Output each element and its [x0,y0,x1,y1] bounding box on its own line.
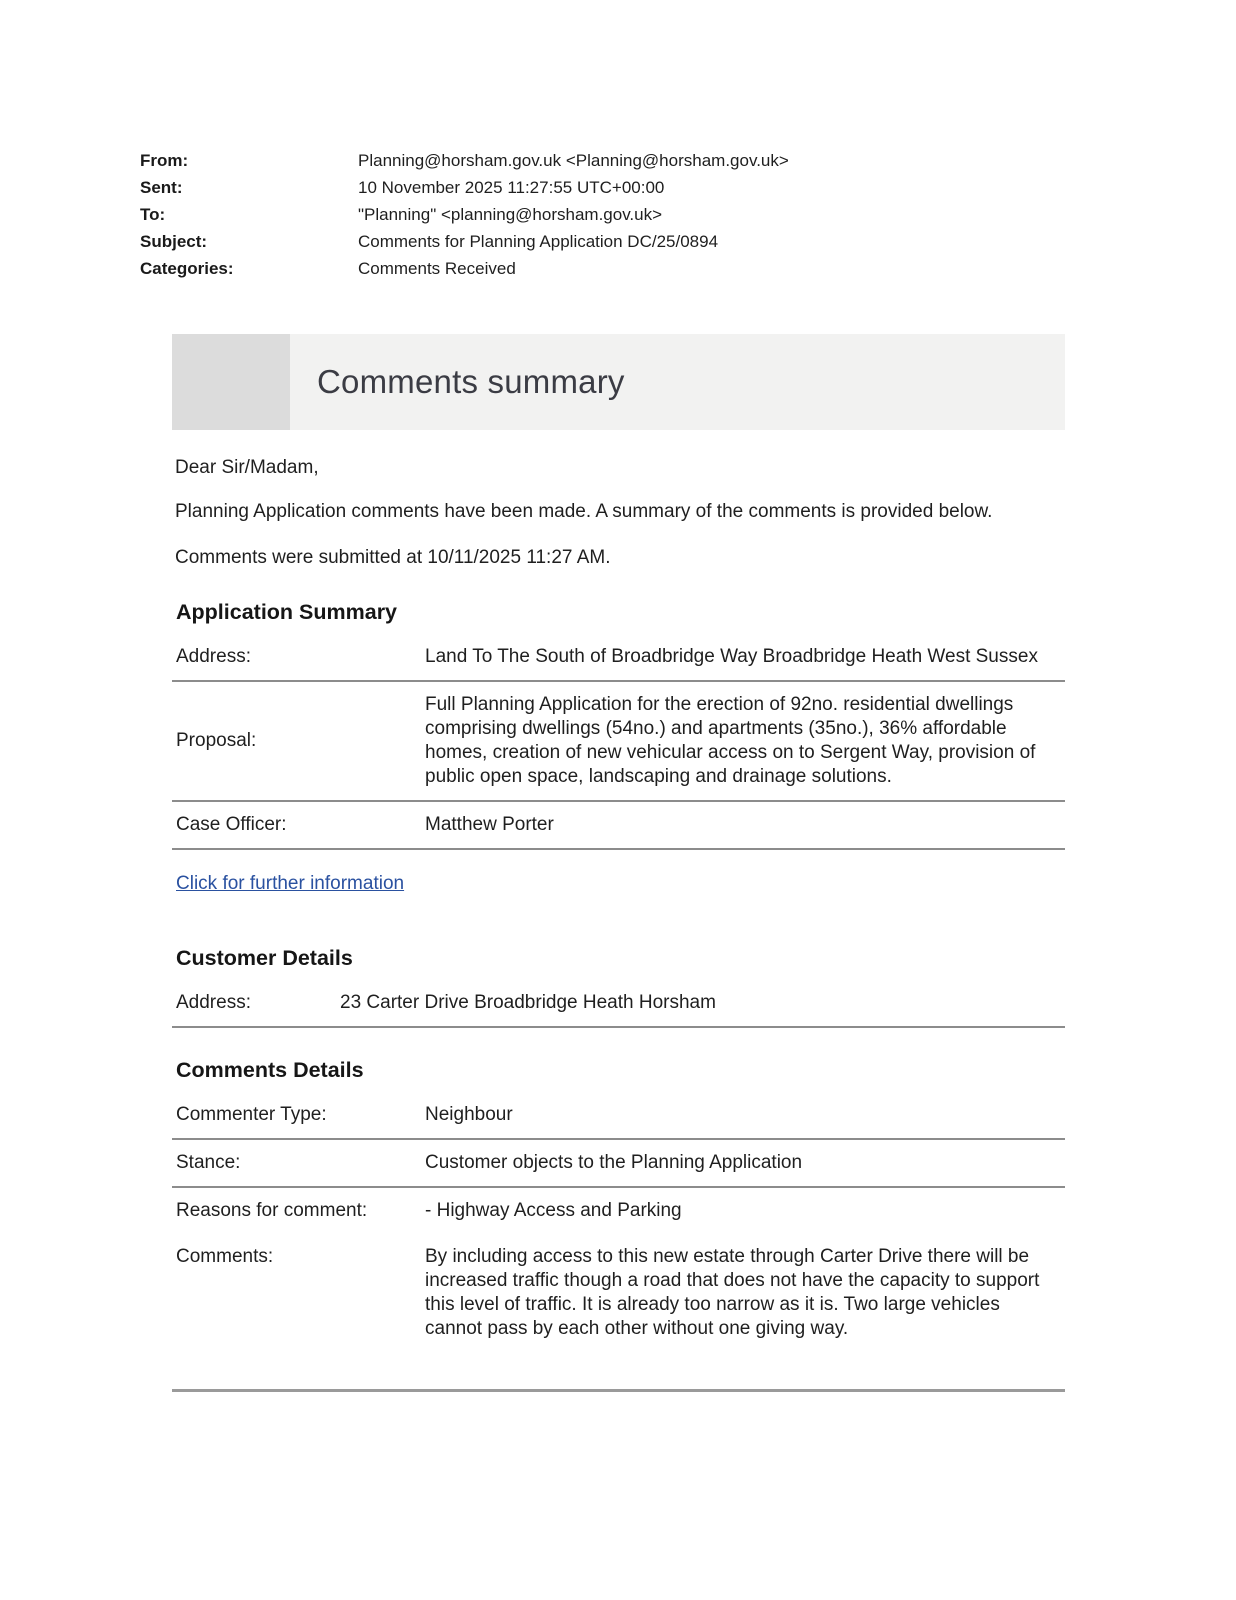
comments-details-heading: Comments Details [176,1058,364,1082]
header-value-subject: Comments for Planning Application DC/25/0894 [358,232,719,251]
customer-details-heading: Customer Details [176,946,353,970]
table-row-customer-address [172,980,1065,1028]
email-body [172,456,1065,1392]
table-row-commenter-type [172,1092,1065,1140]
header-label-from: From: [140,151,189,170]
customer-address-value: 23 Carter Drive Broadbridge Heath Horsham [340,992,716,1013]
comments-value: By including access to this new estate through Carter Drive there will be increased traffic though a road that does not have the capacity to support this level of traffic. It is already too narrow as it is. Two large vehicles cannot pass by each other without one giving way. [425,1246,1040,1339]
comments-details-table [172,1092,1065,1392]
commenter-type-label: Commenter Type: [176,1104,327,1125]
comments-summary-banner [172,334,1065,430]
page-title: Comments summary [317,363,625,400]
header-value-from: Planning@horsham.gov.uk <Planning@horsham.gov.uk> [358,151,789,170]
header-row-to [140,201,1236,228]
header-value-sent: 10 November 2025 11:27:55 UTC+00:00 [358,178,665,197]
case-officer-value: Matthew Porter [425,814,554,835]
header-row-categories [140,255,1236,282]
stance-label: Stance: [176,1152,241,1173]
header-label-sent: Sent: [140,178,183,197]
address-value: Land To The South of Broadbridge Way Broadbridge Heath West Sussex [425,646,1038,667]
customer-address-label: Address: [176,992,251,1013]
header-row-subject [140,228,1236,255]
spacer [172,904,1065,916]
table-row-case-officer [172,802,1065,850]
table-row-address [172,634,1065,682]
reasons-label: Reasons for comment: [176,1200,368,1221]
address-label: Address: [176,646,251,667]
header-row-from [140,147,1236,174]
table-row-comments [172,1234,1065,1389]
reasons-value: - Highway Access and Parking [425,1200,682,1221]
application-summary-heading: Application Summary [176,600,398,624]
email-header [0,0,1236,282]
intro-paragraph: Planning Application comments have been made. A summary of the comments is provided below. [175,501,993,522]
customer-details-table [172,980,1065,1028]
header-label-subject: Subject: [140,232,208,251]
case-officer-label: Case Officer: [176,814,287,835]
proposal-value: Full Planning Application for the erection of 92no. residential dwellings comprising dwellings (54no.) and apartments (35no.), 36% affordable homes, creation of new vehicular access on to Sergent Way, provision of public open space, landscaping and drainage solutions. [425,694,1036,787]
header-value-categories: Comments Received [358,259,516,278]
comments-label: Comments: [176,1246,274,1267]
banner-logo-placeholder [172,334,290,430]
header-label-to: To: [140,205,166,224]
table-row-stance [172,1140,1065,1188]
header-row-sent [140,174,1236,201]
further-information-link[interactable]: Click for further information [176,873,405,894]
application-summary-table [172,634,1065,850]
table-row-reasons [172,1188,1065,1234]
stance-value: Customer objects to the Planning Application [425,1152,803,1173]
commenter-type-value: Neighbour [425,1104,513,1125]
header-label-categories: Categories: [140,259,234,278]
salutation: Dear Sir/Madam, [175,457,319,478]
table-row-proposal [172,682,1065,802]
submitted-timestamp-line: Comments were submitted at 10/11/2025 11:27 AM. [175,547,611,568]
header-value-to: "Planning" <planning@horsham.gov.uk> [358,205,663,224]
proposal-label: Proposal: [176,730,257,751]
